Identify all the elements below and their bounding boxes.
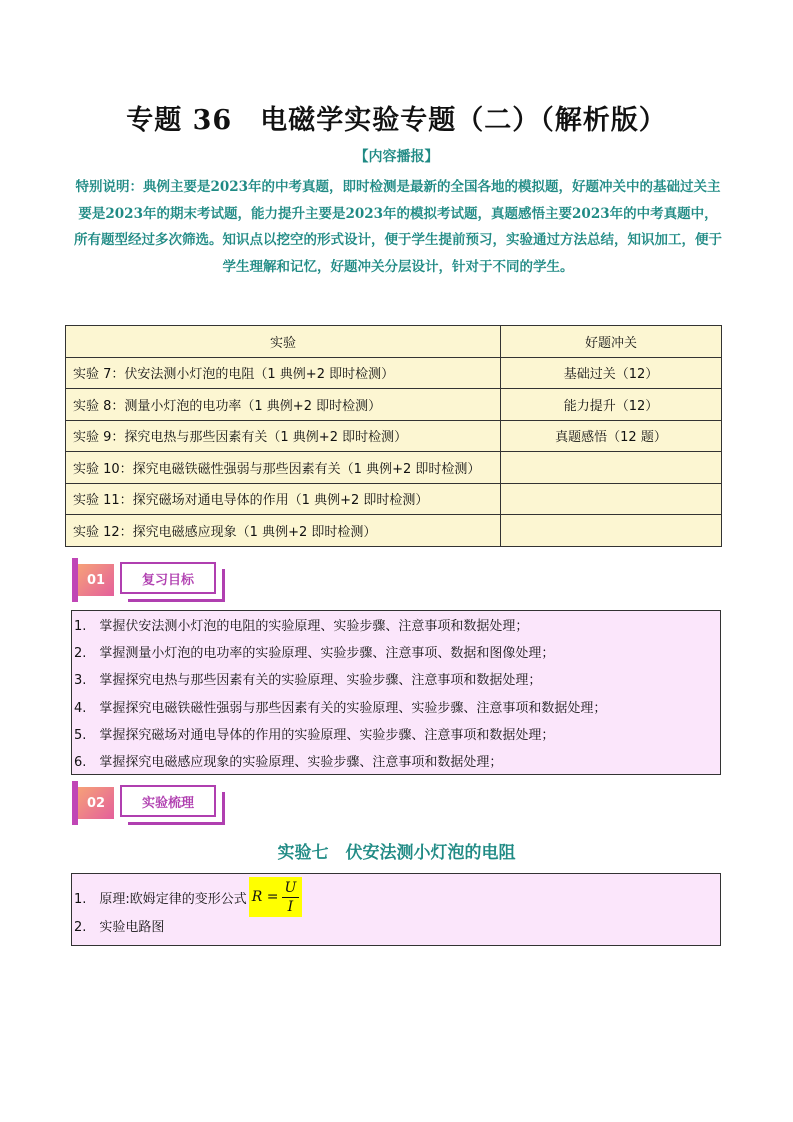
- table-header-row: [66, 326, 722, 358]
- contents-table: [65, 325, 722, 547]
- header-experiment: 实验: [66, 326, 501, 358]
- intro-paragraph: 特别说明：典例主要是2023年的中考真题，即时检测是最新的全国各地的模拟题，好题冲关中的基础过关主要是2023年的期末考试题，能力提升主要是2023年的模拟考试题，真题感悟主要2023年的中考真题中，所有题型经过多次筛选。知识点以挖空的形式设计，便于学生提前预习，实验通过方法总结，知识加工，便于学生理解和记忆，好题冲关分层设计，针对于不同的学生。: [74, 179, 722, 275]
- principle-text: 1. 原理:欧姆定律的变形公式: [74, 891, 247, 907]
- table-row: [66, 420, 722, 452]
- section-number: 02: [78, 787, 114, 819]
- circuit-diagram-line: 2. 实验电路图: [74, 920, 165, 935]
- section-label: 复习目标: [120, 562, 216, 594]
- principle-box: [71, 873, 721, 946]
- page-title: 专题 36 电磁学实验专题（二）（解析版）: [126, 105, 667, 136]
- formula-fraction: [282, 879, 300, 916]
- section-label: 实验梳理: [120, 785, 216, 817]
- table-row: [66, 452, 722, 484]
- table-row: [66, 389, 722, 421]
- row-experiment: 实验 8：测量小灯泡的电功率（1 典例+2 即时检测）: [66, 389, 501, 421]
- row-practice: [501, 452, 722, 484]
- content-broadcast-heading: 【内容播报】: [354, 149, 439, 165]
- row-practice: 基础过关（12）: [501, 357, 722, 389]
- row-practice: 能力提升（12）: [501, 389, 722, 421]
- experiment-seven-title: 实验七 伏安法测小灯泡的电阻: [277, 843, 516, 863]
- row-experiment: 实验 12：探究电磁感应现象（1 典例+2 即时检测）: [66, 515, 501, 547]
- goal-item: 4. 掌握探究电磁铁磁性强弱与那些因素有关的实验原理、实验步骤、注意事项和数据处理；: [74, 700, 607, 716]
- section-number: 01: [78, 564, 114, 596]
- row-experiment: 实验 11：探究磁场对通电导体的作用（1 典例+2 即时检测）: [66, 483, 501, 515]
- goal-item: 1. 掌握伏安法测小灯泡的电阻的实验原理、实验步骤、注意事项和数据处理；: [74, 619, 529, 634]
- row-practice: 真题感悟（12 题）: [501, 420, 722, 452]
- principle-line: [74, 878, 720, 916]
- formula-lhs: R =: [251, 889, 279, 905]
- ohms-law-formula: [249, 877, 303, 917]
- table-row: [66, 515, 722, 547]
- review-goals-badge: [72, 558, 222, 602]
- table-row: [66, 357, 722, 389]
- goal-item: 5. 掌握探究磁场对通电导体的作用的实验原理、实验步骤、注意事项和数据处理；: [74, 727, 555, 743]
- table-row: [66, 483, 722, 515]
- goal-item: 3. 掌握探究电热与那些因素有关的实验原理、实验步骤、注意事项和数据处理；: [74, 673, 542, 689]
- row-practice: [501, 515, 722, 547]
- row-practice: [501, 483, 722, 515]
- formula-denominator: I: [287, 898, 294, 915]
- goal-item: 2. 掌握测量小灯泡的电功率的实验原理、实验步骤、注意事项、数据和图像处理；: [74, 646, 555, 662]
- row-experiment: 实验 7：伏安法测小灯泡的电阻（1 典例+2 即时检测）: [66, 357, 501, 389]
- review-goals-box: [71, 610, 721, 775]
- row-experiment: 实验 10：探究电磁铁磁性强弱与那些因素有关（1 典例+2 即时检测）: [66, 452, 501, 484]
- row-experiment: 实验 9：探究电热与那些因素有关（1 典例+2 即时检测）: [66, 420, 501, 452]
- goal-item: 6. 掌握探究电磁感应现象的实验原理、实验步骤、注意事项和数据处理；: [74, 754, 503, 770]
- formula-numerator: U: [282, 879, 300, 898]
- header-practice: 好题冲关: [501, 326, 722, 358]
- experiment-review-badge: [72, 781, 222, 825]
